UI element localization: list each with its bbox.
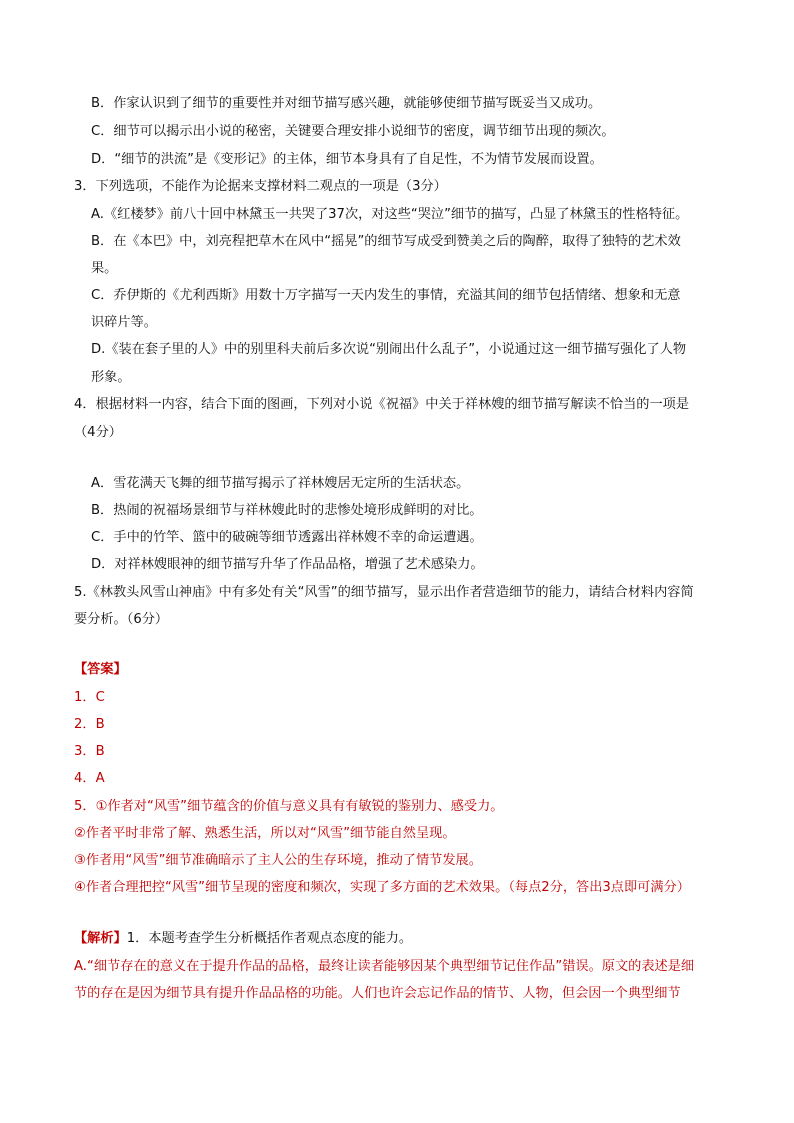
- q5-stem-cont: 要分析。（6分）: [74, 612, 169, 627]
- answer-5-point-1: 5．①作者对“风雪”细节蕴含的价值与意义具有有敏锐的鉴别力、感受力。: [74, 799, 504, 814]
- q3-option-d: D.《装在套子里的人》中的别里科夫前后多次说“别闹出什么乱子”，小说通过这一细节描写强化了人物: [91, 342, 687, 357]
- q4-option-a: A．雪花满天飞舞的细节描写揭示了祥林嫂居无定所的生活状态。: [91, 476, 470, 491]
- analysis-paragraph-line-1: A.“细节存在的意义在于提升作品的品格，最终让读者能够因某个典型细节记住作品”错误。原文的表述是细: [74, 959, 695, 974]
- analysis-heading: 【解析】: [74, 931, 127, 946]
- q3-option-c: C．乔伊斯的《尤利西斯》用数十万字描写一天内发生的事情，充溢其间的细节包括情绪、想象和无意: [91, 288, 681, 303]
- q2-option-b: B．作家认识到了细节的重要性并对细节描写感兴趣，就能够使细节描写既妥当又成功。: [91, 96, 602, 111]
- q4-option-d: D．对祥林嫂眼神的细节描写升华了作品品格，增强了艺术感染力。: [91, 557, 484, 572]
- answer-3: 3．B: [74, 744, 105, 759]
- answer-5-point-3: ③作者用“风雪”细节准确暗示了主人公的生存环境，推动了情节发展。: [74, 853, 482, 868]
- answer-heading: 【答案】: [74, 662, 127, 677]
- q4-stem: 4．根据材料一内容，结合下面的图画，下列对小说《祝福》中关于祥林嫂的细节描写解读不恰当的一项是: [74, 397, 690, 412]
- answer-4: 4．A: [74, 771, 105, 786]
- q3-option-b-cont: 果。: [91, 261, 118, 276]
- q2-option-d: D．“细节的洪流”是《变形记》的主体，细节本身具有了自足性，不为情节发展而设置。: [91, 152, 603, 167]
- q2-option-c: C．细节可以揭示出小说的秘密，关键要合理安排小说细节的密度，调节细节出现的频次。: [91, 124, 615, 139]
- answer-2: 2．B: [74, 717, 105, 732]
- q3-option-b: B．在《本巴》中，刘亮程把草木在风中“摇晃”的细节写成受到赞美之后的陶醉，取得了独特的艺术效: [91, 234, 681, 249]
- analysis-heading-text: 1．本题考查学生分析概括作者观点态度的能力。: [126, 931, 413, 946]
- q3-option-d-cont: 形象。: [91, 370, 131, 385]
- q3-option-a: A.《红楼梦》前八十回中林黛玉一共哭了37次，对这些“哭泣”细节的描写，凸显了林黛玉的性格特征。: [91, 207, 689, 222]
- q5-stem: 5.《林教头风雪山神庙》中有多处有关“风雪”的细节描写，显示出作者营造细节的能力，请结合材料内容简: [74, 585, 694, 600]
- answer-1: 1．C: [74, 690, 105, 705]
- q4-option-c: C．手中的竹竿、篮中的破碗等细节透露出祥林嫂不幸的命运遭遇。: [91, 530, 483, 545]
- analysis-heading-line: [74, 929, 412, 949]
- q3-stem: 3．下列选项，不能作为论据来支撑材料二观点的一项是（3分）: [74, 179, 447, 194]
- answer-5-point-4: ④作者合理把控“风雪”细节呈现的密度和频次，实现了多方面的艺术效果。（每点2分，答出3点即可满分）: [74, 880, 690, 895]
- q4-stem-cont: （4分）: [74, 425, 122, 440]
- q4-option-b: B．热闹的祝福场景细节与祥林嫂此时的悲惨处境形成鲜明的对比。: [91, 503, 483, 518]
- analysis-paragraph-line-2: 节的存在是因为细节具有提升作品品格的功能。人们也许会忘记作品的情节、人物，但会因一个典型细节: [74, 986, 681, 1001]
- q3-option-c-cont: 识碎片等。: [91, 315, 157, 330]
- answer-5-point-2: ②作者平时非常了解、熟悉生活，所以对“风雪”细节能自然呈现。: [74, 826, 456, 841]
